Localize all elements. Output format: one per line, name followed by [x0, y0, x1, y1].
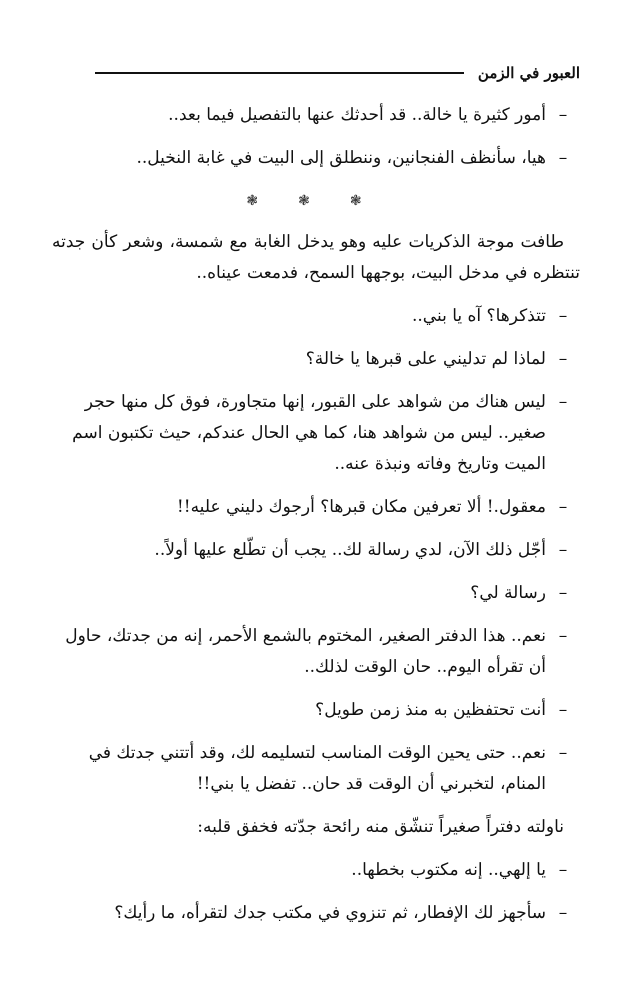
dialogue-line — [52, 535, 580, 566]
dialogue-line — [52, 492, 580, 523]
dialogue-text: ليس هناك من شواهد على القبور، إنها متجاورة، فوق كل منها حجر صغير.. ليس من شواهد هنا، كما هي الحال عندكم، حيث تكتبون اسم الميت وتاريخ وفاته ونبذة عنه.. — [72, 392, 546, 474]
dialogue-dash: – — [558, 392, 568, 412]
dialogue-dash: – — [558, 583, 568, 603]
separator-ornament-icon: ❃ — [246, 193, 283, 209]
dialogue-text: سأجهز لك الإفطار، ثم تنزوي في مكتب جدك لتقرأه، ما رأيك؟ — [114, 903, 546, 923]
separator-ornament-icon: ❃ — [349, 193, 386, 209]
dialogue-text: يا إلهي.. إنه مكتوب بخطها.. — [351, 860, 546, 880]
dialogue-line — [52, 898, 580, 929]
dialogue-line — [52, 695, 580, 726]
dialogue-text: رسالة لي؟ — [470, 583, 546, 603]
dialogue-dash: – — [558, 497, 568, 517]
dialogue-dash: – — [558, 626, 568, 646]
dialogue-dash: – — [558, 105, 568, 125]
header-rule — [95, 72, 464, 74]
dialogue-dash: – — [558, 903, 568, 923]
dialogue-text: أمور كثيرة يا خالة.. قد أحدثك عنها بالتفصيل فيما بعد.. — [168, 105, 546, 125]
page-header-title: العبور في الزمن — [477, 64, 580, 82]
dialogue-text: هيا، سأنظف الفنجانين، وننطلق إلى البيت في غابة النخيل.. — [136, 148, 546, 168]
dialogue-text: لماذا لم تدليني على قبرها يا خالة؟ — [305, 349, 546, 369]
dialogue-dash: – — [558, 860, 568, 880]
narrative-paragraph: طافت موجة الذكريات عليه وهو يدخل الغابة مع شمسة، وشعر كأن جدته تنتظره في مدخل البيت، بوجهها السمح، فدمعت عيناه.. — [52, 232, 580, 283]
dialogue-line — [52, 143, 580, 174]
dialogue-dash: – — [558, 349, 568, 369]
narrative-paragraph: ناولته دفتراً صغيراً تنشّق منه رائحة جدّته فخفق قلبه: — [197, 817, 564, 837]
dialogue-text: أجّل ذلك الآن، لدي رسالة لك.. يجب أن تطّلع عليها أولاً.. — [154, 540, 546, 560]
dialogue-dash: – — [558, 540, 568, 560]
separator-ornament-icon: ❃ — [298, 193, 334, 209]
dialogue-line — [52, 578, 580, 609]
dialogue-line — [52, 621, 580, 683]
dialogue-line — [52, 738, 580, 800]
dialogue-text: نعم.. حتى يحين الوقت المناسب لتسليمه لك، وقد أتتني جدتك في المنام، لتخبرني أن الوقت قد حان.. تفضل يا بني!! — [88, 743, 546, 794]
dialogue-dash: – — [558, 700, 568, 720]
dialogue-text: معقول.! ألا تعرفين مكان قبرها؟ أرجوك دليني عليه!! — [176, 497, 546, 517]
dialogue-dash: – — [558, 743, 568, 763]
dialogue-dash: – — [558, 306, 568, 326]
dialogue-line — [52, 855, 580, 886]
dialogue-text: تتذكرها؟ آه يا بني.. — [411, 306, 546, 326]
section-separator — [52, 186, 580, 217]
dialogue-line — [52, 387, 580, 480]
dialogue-line — [52, 301, 580, 332]
dialogue-text: أنت تحتفظين به منذ زمن طويل؟ — [315, 700, 546, 720]
dialogue-text: نعم.. هذا الدفتر الصغير، المختوم بالشمع الأحمر، إنه من جدتك، حاول أن تقرأه اليوم.. حان الوقت لذلك.. — [65, 626, 546, 677]
page-body — [52, 100, 580, 941]
dialogue-line — [52, 100, 580, 131]
running-header — [95, 64, 580, 82]
dialogue-dash: – — [558, 148, 568, 168]
dialogue-line — [52, 344, 580, 375]
